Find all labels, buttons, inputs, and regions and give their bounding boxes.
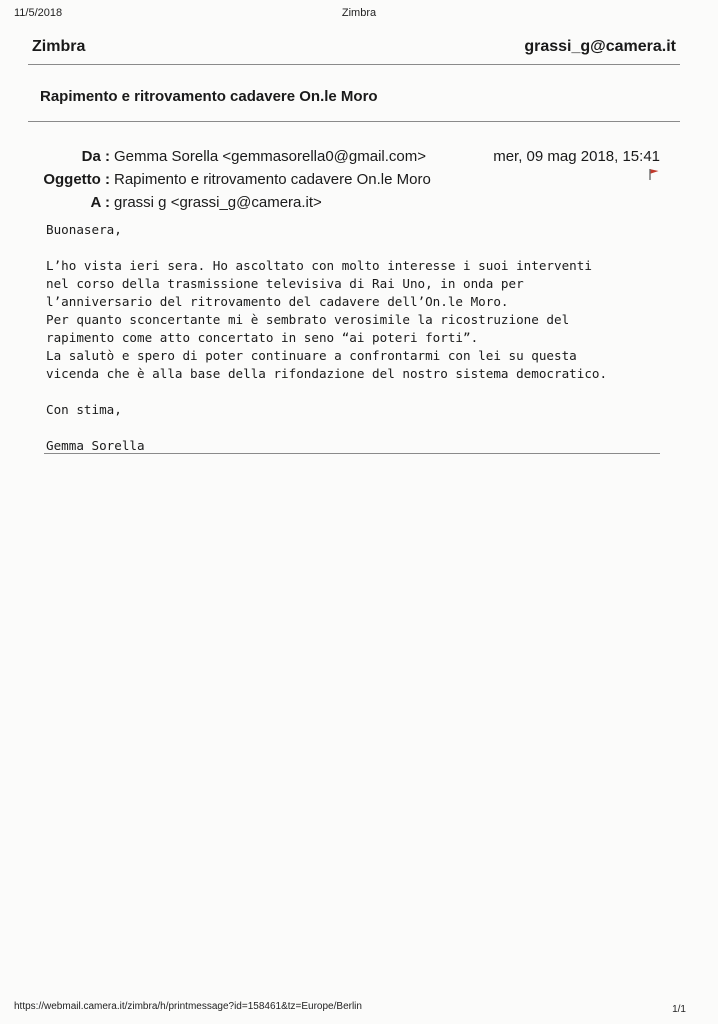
body-line: La salutò e spero di poter continuare a confrontarmi con lei su questa xyxy=(46,348,577,363)
to-value: grassi g <grassi_g@camera.it> xyxy=(114,194,322,211)
signature: Gemma Sorella xyxy=(46,438,145,453)
flag-icon[interactable] xyxy=(648,168,660,180)
to-row xyxy=(0,194,322,211)
from-value: Gemma Sorella <gemmasorella0@gmail.com> xyxy=(114,148,427,165)
body-line: nel corso della trasmissione televisiva di Rai Uno, in onda per xyxy=(46,276,524,291)
app-name: Zimbra xyxy=(32,38,86,55)
body-line: vicenda che è alla base della rifondazione del nostro sistema democratico. xyxy=(46,366,608,381)
divider xyxy=(28,64,680,65)
divider xyxy=(28,121,680,122)
to-label: A : xyxy=(90,194,110,211)
subject-value: Rapimento e ritrovamento cadavere On.le Moro xyxy=(114,171,431,188)
print-url: https://webmail.camera.it/zimbra/h/printmessage?id=158461&tz=Europe/Berlin xyxy=(14,1001,362,1012)
message-date: mer, 09 mag 2018, 15:41 xyxy=(493,148,660,165)
message-title: Rapimento e ritrovamento cadavere On.le Moro xyxy=(40,88,378,105)
subject-row xyxy=(0,171,431,188)
print-page-title: Zimbra xyxy=(341,7,377,19)
app-header xyxy=(30,38,676,64)
closing: Con stima, xyxy=(46,402,122,417)
from-label: Da : xyxy=(81,148,110,165)
user-account: grassi_g@camera.it xyxy=(524,38,676,55)
body-line: l’anniversario del ritrovamento del cadavere dell’On.le Moro. xyxy=(46,294,509,309)
page-number: 1/1 xyxy=(672,1004,686,1015)
body-line: rapimento come atto concertato in seno “ai poteri forti”. xyxy=(46,330,479,345)
greeting: Buonasera, xyxy=(46,222,122,237)
divider xyxy=(44,453,660,454)
body-line: L’ho vista ieri sera. Ho ascoltato con molto interesse i suoi interventi xyxy=(46,258,592,273)
message-body xyxy=(46,221,686,455)
body-line: Per quanto sconcertante mi è sembrato verosimile la ricostruzione del xyxy=(46,312,570,327)
subject-label: Oggetto : xyxy=(43,171,110,188)
print-date: 11/5/2018 xyxy=(14,7,63,19)
from-row xyxy=(0,148,426,165)
